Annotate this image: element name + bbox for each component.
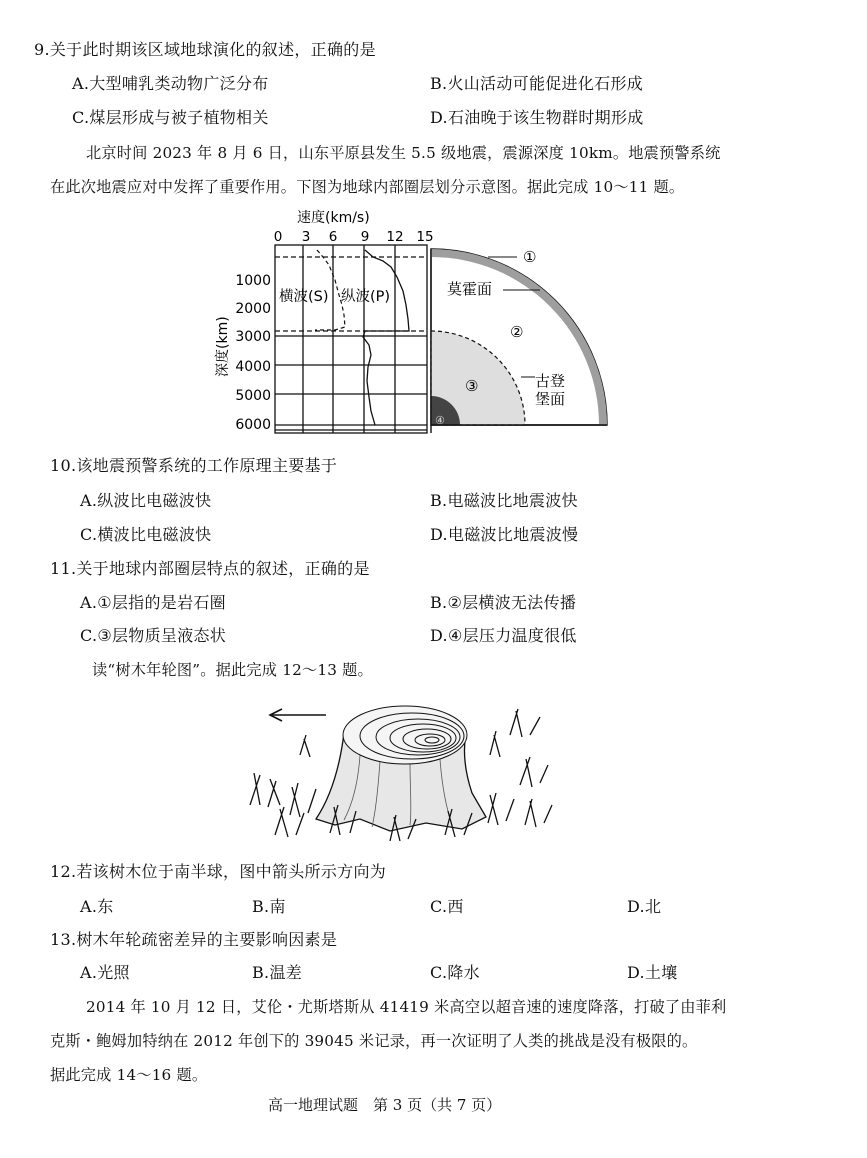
page-footer: 高一地理试题 第 3 页（共 7 页） bbox=[268, 1096, 502, 1114]
gutenberg-label-1: 古登 bbox=[535, 372, 566, 390]
question-11-stem: 11.关于地球内部圈层特点的叙述，正确的是 bbox=[50, 559, 370, 578]
p-wave-curve bbox=[363, 250, 409, 425]
question-12-option-a: A.东 bbox=[80, 897, 114, 916]
layer-4-label: ④ bbox=[435, 414, 445, 427]
question-12-option-b: B.南 bbox=[252, 897, 286, 916]
question-9-option-c: C.煤层形成与被子植物相关 bbox=[72, 108, 269, 127]
question-11-option-c: C.③层物质呈液态状 bbox=[80, 626, 227, 645]
question-9-option-a: A.大型哺乳类动物广泛分布 bbox=[72, 74, 269, 93]
gutenberg-label-2: 堡面 bbox=[535, 390, 566, 408]
layer-2-label: ② bbox=[510, 323, 524, 341]
question-12-stem: 12.若该树木位于南半球，图中箭头所示方向为 bbox=[50, 862, 387, 881]
intro-12-text: 读“树木年轮图”。据此完成 12～13 题。 bbox=[92, 661, 373, 679]
question-10-option-c: C.横波比电磁波快 bbox=[80, 525, 212, 544]
depth-tick: 2000 bbox=[235, 301, 271, 317]
question-10-option-a: A.纵波比电磁波快 bbox=[80, 491, 212, 510]
tree-ring-figure bbox=[240, 695, 560, 845]
depth-tick: 3000 bbox=[235, 329, 271, 345]
question-13-option-d: D.土壤 bbox=[627, 963, 678, 982]
speed-tick: 3 bbox=[301, 229, 311, 245]
speed-axis-title: 速度(km/s) bbox=[297, 210, 370, 226]
question-13-stem: 13.树木年轮疏密差异的主要影响因素是 bbox=[50, 930, 338, 949]
earth-interior-figure bbox=[205, 205, 625, 445]
question-11-option-d: D.④层压力温度很低 bbox=[430, 626, 577, 645]
intro-14-line-2: 克斯・鲍姆加特纳在 2012 年创下的 39045 米记录，再一次证明了人类的挑战是没有极限的。 bbox=[50, 1032, 698, 1050]
question-13-option-a: A.光照 bbox=[80, 963, 130, 982]
speed-tick: 15 bbox=[416, 229, 434, 245]
intro-10-line-1: 北京时间 2023 年 8 月 6 日，山东平原县发生 5.5 级地震，震源深度 10km。地震预警系统 bbox=[86, 144, 721, 162]
question-9-option-b: B.火山活动可能促进化石形成 bbox=[430, 74, 644, 93]
stump-rings bbox=[343, 706, 467, 764]
layer-1-label: ① bbox=[523, 248, 537, 266]
question-12-option-c: C.西 bbox=[430, 897, 464, 916]
chart-grid bbox=[275, 245, 427, 433]
s-wave-label: 横波(S) bbox=[279, 289, 329, 305]
depth-tick: 4000 bbox=[235, 359, 271, 375]
intro-14-line-3: 据此完成 14～16 题。 bbox=[50, 1066, 208, 1084]
question-13-option-c: C.降水 bbox=[430, 963, 480, 982]
depth-tick: 5000 bbox=[235, 388, 271, 404]
question-10-option-d: D.电磁波比地震波慢 bbox=[430, 525, 579, 544]
earth-quarter-section bbox=[431, 249, 607, 433]
question-9-option-d: D.石油晚于该生物群时期形成 bbox=[430, 108, 644, 127]
question-9-stem: 9.关于此时期该区域地球演化的叙述，正确的是 bbox=[34, 40, 376, 59]
question-10-option-b: B.电磁波比地震波快 bbox=[430, 491, 578, 510]
intro-10-line-2: 在此次地震应对中发挥了重要作用。下图为地球内部圈层划分示意图。据此完成 10～11 题。 bbox=[50, 178, 685, 196]
question-11-option-a: A.①层指的是岩石圈 bbox=[80, 593, 226, 612]
p-wave-label: 纵波(P) bbox=[341, 289, 391, 305]
question-11-option-b: B.②层横波无法传播 bbox=[430, 593, 577, 612]
question-12-option-d: D.北 bbox=[627, 897, 662, 916]
question-13-option-b: B.温差 bbox=[252, 963, 303, 982]
speed-tick: 6 bbox=[328, 229, 338, 245]
speed-tick: 0 bbox=[273, 229, 283, 245]
layer-3-label: ③ bbox=[465, 377, 479, 395]
speed-tick: 9 bbox=[360, 229, 370, 245]
depth-axis-title: 深度(km) bbox=[215, 316, 231, 377]
depth-tick: 6000 bbox=[235, 417, 271, 433]
speed-tick: 12 bbox=[386, 229, 404, 245]
direction-arrow bbox=[270, 709, 326, 721]
depth-tick: 1000 bbox=[235, 273, 271, 289]
moho-label: 莫霍面 bbox=[447, 280, 493, 298]
question-10-stem: 10.该地震预警系统的工作原理主要基于 bbox=[50, 456, 338, 475]
intro-14-line-1: 2014 年 10 月 12 日，艾伦・尤斯塔斯从 41419 米高空以超音速的速度降落，打破了由菲利 bbox=[86, 998, 727, 1016]
